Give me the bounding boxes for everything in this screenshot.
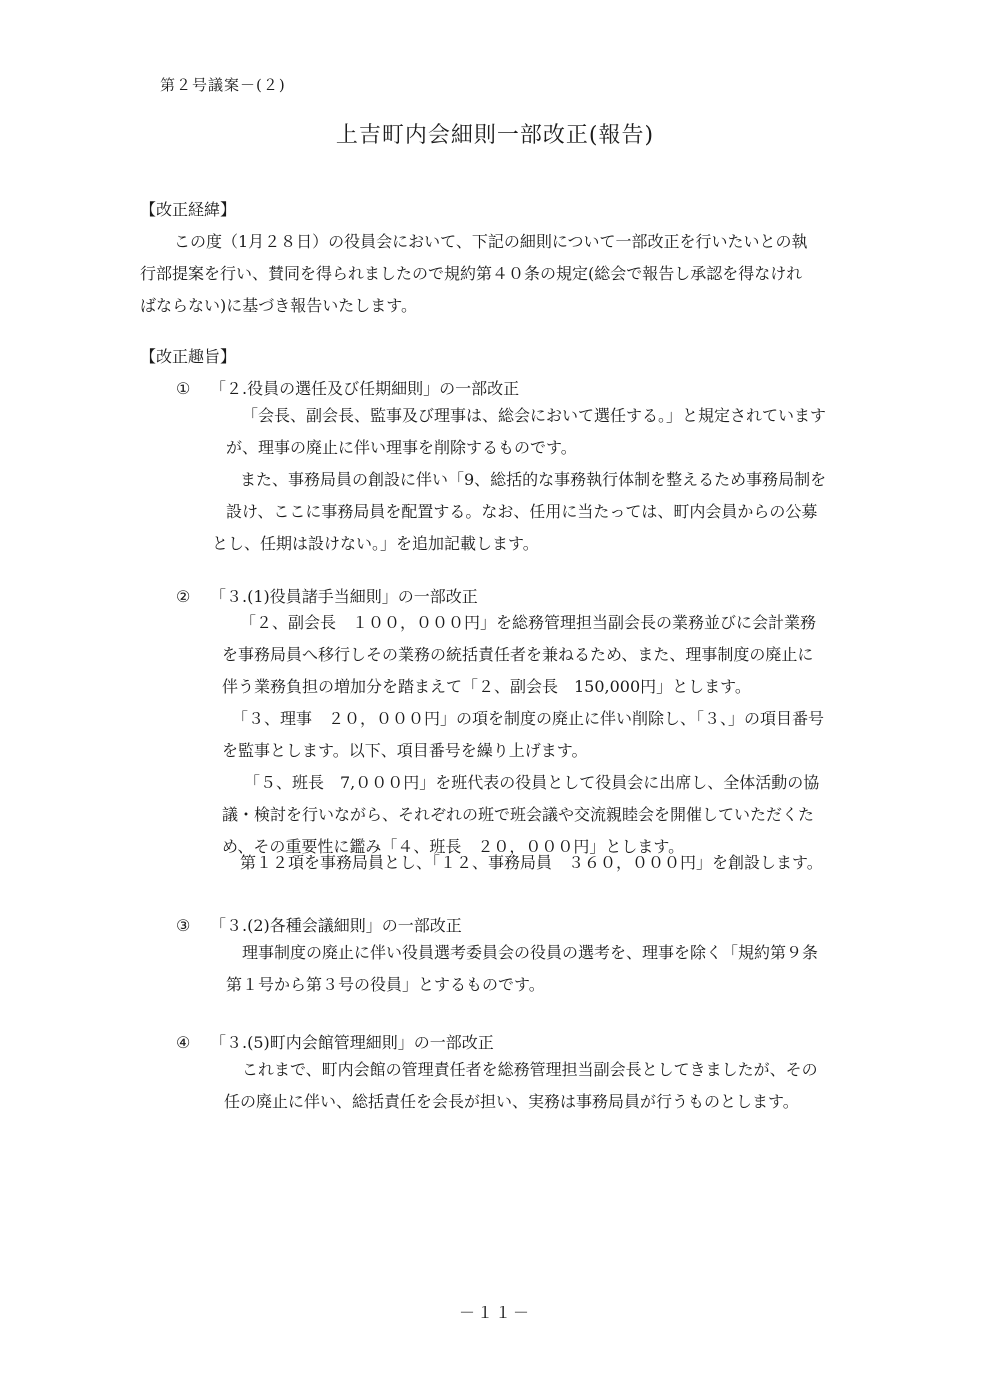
item-heading-3: [176, 913, 462, 936]
item-number: ②: [176, 587, 191, 606]
item-2-paragraph-2: [222, 703, 876, 767]
item-title: 「３.(2)各種会議細則」の一部改正: [210, 916, 462, 935]
text-line: 設け、ここに事務局員を配置する。なお、任用に当たっては、町内会員からの公募: [226, 502, 818, 521]
item-title: 「２.役員の選任及び任期細則」の一部改正: [210, 379, 520, 398]
text-line: 「３、理事 ２０，０００円」の項を制度の廃止に伴い削除し、「３、」の項目番号: [232, 709, 825, 728]
text-line: また、事務局員の創設に伴い「9、総括的な事務執行体制を整えるため事務局制を: [240, 470, 827, 489]
text-line: 理事制度の廃止に伴い役員選考委員会の役員の選考を、理事を除く「規約第９条: [242, 943, 819, 962]
text-line: とし、任期は設けない。」を追加記載します。: [212, 534, 539, 553]
item-2-paragraph-1: [222, 607, 876, 703]
section-heading-purpose: 【改正趣旨】: [140, 347, 237, 366]
item-title: 「３.(5)町内会館管理細則」の一部改正: [210, 1033, 494, 1052]
text-line: これまで、町内会館の管理責任者を総務管理担当副会長としてきましたが、その: [242, 1060, 818, 1079]
item-2-paragraph-4: [222, 847, 876, 879]
text-line: 「２、副会長 １００，０００円」を総務管理担当副会長の業務並びに会計業務: [240, 613, 817, 632]
document-id: 第２号議案－(２): [160, 76, 286, 94]
item-number: ④: [176, 1033, 191, 1052]
text-line: 「５、班長 7,０００円」を班代表の役員として役員会に出席し、全体活動の協: [244, 773, 820, 792]
item-4-paragraph-1: [224, 1054, 876, 1118]
text-line: ばならない)に基づき報告いたします。: [140, 296, 417, 315]
text-line: 議・検討を行いながら、それぞれの班で班会議や交流親睦会を開催していただくた: [222, 805, 815, 824]
text-line: を事務局員へ移行しその業務の統括責任者を兼ねるため、また、理事制度の廃止に: [222, 645, 814, 664]
text-line: この度（1月２８日）の役員会において、下記の細則について一部改正を行いたいとの執: [174, 232, 808, 251]
item-1-paragraph-1: [226, 400, 876, 464]
item-3-paragraph-1: [226, 937, 876, 1001]
document-title: 上吉町内会細則一部改正(報告): [335, 123, 655, 148]
item-1-paragraph-2: [212, 464, 876, 560]
section-heading-background: 【改正経緯】: [140, 200, 237, 219]
text-line: 「会長、副会長、監事及び理事は、総会において選任する。」と規定されています: [242, 406, 827, 425]
item-number: ③: [176, 916, 191, 935]
text-line: を監事とします。以下、項目番号を繰り上げます。: [222, 741, 588, 760]
item-heading-2: [176, 584, 478, 607]
text-line: 第１２項を事務局員とし、「１２、事務局員 ３６０，０００円」を創設します。: [240, 853, 823, 872]
item-number: ①: [176, 379, 191, 398]
text-line: が、理事の廃止に伴い理事を削除するものです。: [226, 438, 577, 457]
background-paragraph: [140, 226, 872, 322]
page-number: －１１－: [458, 1303, 531, 1322]
text-line: め、その重要性に鑑み「４、班長 ２０，０００円」とします。: [222, 837, 685, 856]
text-line: 任の廃止に伴い、総括責任を会長が担い、実務は事務局員が行うものとします。: [224, 1092, 799, 1111]
item-heading-1: [176, 376, 519, 399]
text-line: 伴う業務負担の増加分を踏まえて「２、副会長 150,000円」とします。: [222, 677, 751, 696]
item-title: 「３.(1)役員諸手当細則」の一部改正: [210, 587, 478, 606]
text-line: 第１号から第３号の役員」とするものです。: [226, 975, 545, 994]
text-line: 行部提案を行い、賛同を得られましたので規約第４０条の規定(総会で報告し承認を得なけれ: [140, 264, 803, 283]
item-heading-4: [176, 1030, 494, 1053]
